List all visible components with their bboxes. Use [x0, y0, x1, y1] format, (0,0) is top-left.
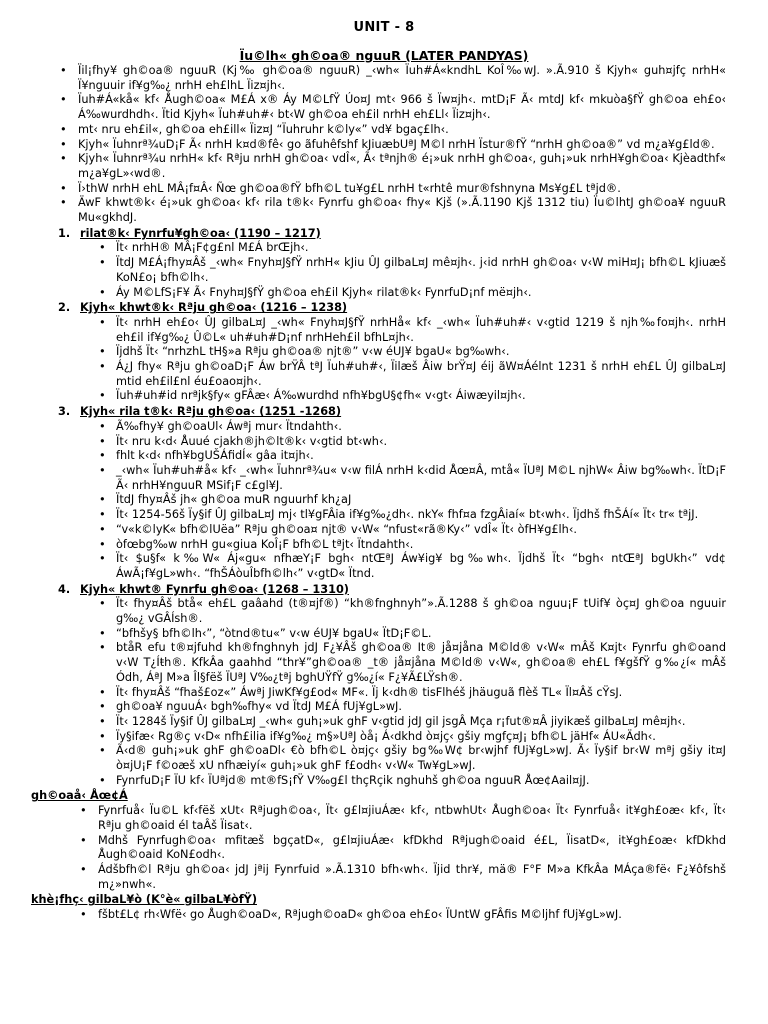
intro-bullet: • Kjyh« Ïuhnrª¾uD¡F Ã‹ nrhH k¤d®fê‹ go ãfuhêfshf kJiuæbUªJ M©l nrhH Ïstur®fŸ “nrhH gh©oa®” vd m¿a¥g£ld®. — [58, 138, 726, 153]
section-list — [98, 597, 726, 788]
section-bullet: • fhlt k‹d‹ nfh¥bgUŠÁfidÍ« gâa it¤jh‹. — [98, 449, 726, 464]
section-title: Kjyh« khwt®k‹ Rªju gh©oa‹ (1216 – 1238) — [80, 301, 348, 315]
unit-label: UNIT - 8 — [353, 20, 415, 35]
intro-bullet: • ÄwF khwt®k‹ é¡»uk gh©oa‹ kf‹ rila t®k‹ Fynrfu gh©oa‹ fhy« Kjš (».Ã.1190 Kjš 1312 tiu) Ïu©lhtJ gh©oa¥ nguuR Mu«gkhdJ. — [58, 196, 726, 225]
section-heading — [58, 583, 726, 598]
intro-bullet: • Kjyh« Ïuhnrª¾u nrhH« kf‹ Rªju nrhH gh©oa‹ vdÎ«, Ã‹ tªnjh® é¡»uk nrhH gh©oa‹, guh¡»uk nrhH¥gh©oa‹ Kjèadthf« m¿a¥gL»‹wd®. — [58, 152, 726, 181]
section-bullet: • “v«k©lyK« bfh©lUëa” Rªju gh©oa¤ njt® v‹W« “nfust«rã®Ky‹” vdÎ« Ït‹ òfH¥g£lh‹. — [98, 523, 726, 538]
section-bullet: • Ït‹ fhy¤Âš “fhaš£oz«” Áwªj JiwKf¥g£od« MF«. Ïj k‹dh® tisFlhéš jhäuguã flèš TL« Ïl¤Âš cŸsJ. — [98, 686, 726, 701]
section-bullet: • _‹wh« Ïuh#uh#å« kf‹ _‹wh« Ïuhnrª¾u« v‹w filÁ nrhH k‹did Åœ¤Â, mtå« ÏUªJ M©L njhW« Âiw bg‰wh‹. ÏtD¡F Ã‹ nrhH¥nguuR MSif¡F c£gl¥J. — [98, 464, 726, 493]
section-bullet: • Á¿J fhy« Rªju gh©oaD¡F Áw brŸÂ tªJ Ïuh#uh#‹, Ïilæš Âiw brŸ¤J éij ãW¤Áélnt 1231 š nrhH eh£L ÛJ gilbaL¤J mtid eh£il£nl éu£oao¤jh‹. — [98, 360, 726, 389]
section-bullet: • Ïjdhš Ït‹ “nrhzhL tH§»a Rªju gh©oa® njt®” v‹w éUJ¥ bgaU« bg‰wh‹. — [98, 345, 726, 360]
intro-bullet: • mt‹ nru eh£il«, gh©oa eh£ill« Ïiz¤J “Ïuhruhr k©ly«” vd¥ bgaç£lh‹. — [58, 123, 726, 138]
intro-bullet: • Ïil¡fhy¥ gh©oa® nguuR (Kj‰ gh©oa® nguuR) _‹wh« Ïuh#Á«kndhL KoÎ‰wJ. ».Ã.910 š Kjyh« guh¤jfç nrhH« Ï¥nguuir if¥g‰¿ nrhH eh£lhL Ïiz¤jh‹. — [58, 64, 726, 93]
section-bullet: • Ït‹ fhy¤Âš btå« eh£L gaâahd (t®¤jf®) “kh®fnghnyh”».Ã.1288 š gh©oa nguu¡F tUif¥ òç¤J gh©oa nguuir g‰¿ vGÂÍsh®. — [98, 597, 726, 626]
section-bullet: • gh©oa¥ nguuÁ‹ bgh‰fhy« vd ÏtdJ M£Á fUj¥gL»wJ. — [98, 700, 726, 715]
document-body — [31, 64, 726, 923]
section-bullet: • ÏtdJ M£Á¡fhy¤Âš _‹wh« Fnyh¤J§fŸ nrhH« kJiu ÛJ gilbaL¤J mê¤jh‹. j‹id nrhH gh©oa‹ v‹W miH¤J¡ bfh©L kJiuæš KoN£o¡ bfh©lh‹. — [98, 256, 726, 285]
section-bullet: • Ït‹ nru k‹d‹ Åuué cjakh®jh©lt®k‹ v‹gtid bt‹wh‹. — [98, 435, 726, 450]
section-list — [98, 420, 726, 582]
khilji-heading: khè¡fhç‹ gilbaL¥ò (K°è« gilbaL¥òfŸ) — [31, 893, 257, 907]
section-list — [98, 241, 726, 300]
section-bullet: • Áy M©LfS¡F¥ Ã‹ Fnyh¤J§fŸ gh©oa eh£il Kjyh« rilat®k‹ FynrfuD¡nf më¤jh‹. — [98, 286, 726, 301]
khilji-list — [78, 908, 726, 923]
intro-bullet: • Ï›thW nrhH ehL MÂ¡f¤Â‹ Ñœ gh©oa®fŸ bfh©L tu¥g£L nrhH t«rhtê mur®fshnyna Ms¥g£L tªjd®. — [58, 182, 726, 197]
decline-heading: gh©oaå‹ Åœ¢Á — [31, 789, 128, 803]
section-bullet: • Ït‹ 1284š Ïy§if ÛJ gilbaL¤J _‹wh« guh¡»uk ghF v‹gtid jdJ gil jsgÂ Mça r¡fut®¤Â jiyikæš gilbaL¤J mê¤jh‹. — [98, 715, 726, 730]
section-title: Kjyh« rila t®k‹ Rªju gh©oa‹ (1251 -1268) — [80, 405, 342, 419]
decline-bullet: • Ádšbfh©l Rªju gh©oa‹ jdJ jªij Fynrfuid ».Ã.1310 bfh‹wh‹. Ïjid thr¥, mä® F°F M»a KfkÂa MÁça®fë‹ F¿¥ôfshš m¿»nwh«. — [78, 863, 726, 892]
page-title: Ïu©lh« gh©oa® nguuR (LATER PANDYAS) — [239, 48, 529, 63]
section-bullet: • Ït‹ $u§f« k‰W« Áj«gu« nfhæY¡F bgh‹ ntŒªJ Áw¥ig¥ bg‰wh‹. Ïjdhš Ït‹ “bgh‹ ntŒªJ bgUkh‹” vd¢ ÁwÃ¡f¥gL»wh‹. “fhŠÁòuÎbfh©lh‹” v‹gtD« Ïtnd. — [98, 552, 726, 581]
sections — [58, 227, 726, 789]
decline-bullet: • Fynrfuå‹ Ïu©L kf‹fëš xUt‹ Rªjugh©oa‹, Ït‹ g£l¤jiuÁæ‹ kf‹, ntbwhUt‹ Åugh©oa‹ Ït‹ Fynrfuå‹ it¥gh£oæ‹ kf‹, Ït‹ Rªju gh©oaid él taÂš Ïisat‹. — [78, 804, 726, 833]
section-bullet: • òfœbg‰w nrhH gu«giua KoÎ¡F bfh©L tªjt‹ Ïtndahth‹. — [98, 538, 726, 553]
section-bullet: • Ïy§ifæ‹ Rg®ç v‹D« nfh£ilia if¥g‰¿ m§»UªJ òå¡ Á‹dkhd ò¤jç‹ gšiy mgfç¤J¡ bfh©L jäHf« ÁU«Ädh‹. — [98, 730, 726, 745]
section-bullet: • btåR efu t®¤jfuhd kh®fnghnyh jdJ F¿¥Âš gh©oa® It® jå¤jåna M©ld® v‹W« mÂš K¤jt‹ Fynrfu gh©oand v‹W T¿Íŧh®. KfkÂa gaahhd “thr¥”gh©oa® _t® jå¤jåna M©ld® v‹W«, gh©oa® eh£L f¥gšfŸ g‰¿í« mÂš Ódh, ÁªJ M»a Îl§fëš ÏUªJ V‰¿tªj bghUŸfŸ g‰¿í« F¿¥Ã£LŸsh®. — [98, 641, 726, 685]
intro-list — [58, 64, 726, 226]
section-title: rilat®k‹ Fynrfu¥gh©oa‹ (1190 – 1217) — [80, 226, 321, 240]
section-bullet: • ÏtdJ fhy¤Âš jh« gh©oa muR nguurhf kh¿aJ — [98, 493, 726, 508]
section-bullet: • Ït‹ 1254-56š Ïy§if ÛJ gilbaL¤J mj‹ tl¥gFÂia if¥g‰¿dh‹. nkY« fhf¤a fzgÂiaí« bt‹wh‹. Ïjdhš fhŠÁí« Ït‹ tr« tªjJ. — [98, 508, 726, 523]
section-bullet: • Ã‹d® guh¡»uk ghF gh©oaDl‹ €ò bfh©L ò¤jç‹ gšiy bg‰W¢ br‹wjhf fUj¥gL»wJ. Ã‹ Ïy§if br‹W mªj gšiy it¤J ò¤jU¡F f©oæš xU nfhæiyí« guh¡»uk ghF f£odh‹ v‹W« Tw¥gL»wJ. — [98, 744, 726, 773]
section-bullet: • Ït‹ nrhH eh£o‹ ÛJ gilbaL¤J _‹wh« Fnyh¤J§fŸ nrhHå« kf‹ _‹wh« Ïuh#uh#‹ v‹gtid 1219 š njh‰fo¤jh‹. nrhH eh£il if¥g‰¿ Û©L« uh#uh#D¡nf nrhHeh£il bfhL¤jh‹. — [98, 316, 726, 345]
section-number: 1. — [58, 226, 71, 240]
khilji-bullet: • fšbt£L¢ rh‹Wfë‹ go Åugh©oaD«, Rªjugh©oaD« gh©oa eh£o‹ ÏUntW gFÂfis M©ljhf fUj¥gL»wJ. — [78, 908, 726, 923]
section-heading — [58, 227, 726, 242]
section-bullet: • “bfhšy§ bfh©lh‹”, “òtnd®tu«” v‹w éUJ¥ bgaU« ÏtD¡F©L. — [98, 627, 726, 642]
section-number: 3. — [58, 405, 71, 419]
section-bullet: • Ïuh#uh#id nrªjk§fy« gFÂæ‹ Á‰wurdhd nfh¥bgU§¢fh« v‹gt‹ Áiwæyil¤jh‹. — [98, 389, 726, 404]
section-bullet: • Ã‰fhy¥ gh©oaUl‹ Áwªj mur‹ Ïtndahth‹. — [98, 420, 726, 435]
section-title: Kjyh« khwt® Fynrfu gh©oa‹ (1268 – 1310) — [80, 582, 349, 596]
section-heading — [58, 405, 726, 420]
decline-list — [78, 804, 726, 892]
section-bullet: • Ït‹ nrhH® MÂ¡F¢g£nl M£Á brŒjh‹. — [98, 241, 726, 256]
decline-bullet: • Mdhš Fynrfugh©oa‹ mfitæš bgçatD«, g£l¤jiuÁæ‹ kfDkhd Rªjugh©oaid é£L, ÏisatD«, it¥gh£oæ‹ kfDkhd Åugh©oaid KoN£odh‹. — [78, 834, 726, 863]
section-list — [98, 316, 726, 404]
section-number: 2. — [58, 301, 71, 315]
section-bullet: • FynrfuD¡F ÏU kf‹ ÏUªjd® mt®fS¡fŸ V‰g£l thçRçik nghuhš gh©oa nguuR Åœ¢Aail¤jJ. — [98, 774, 726, 789]
section-heading — [58, 301, 726, 316]
intro-bullet: • Ïuh#Á«kå« kf‹ Åugh©oa« M£Á x® Áy M©LfŸ Úo¤J mt‹ 966 š Ïw¤jh‹. mtD¡F Ã‹ mtdJ kf‹ mkuòa§fŸ gh©oa eh£o‹ Á‰wurdhdh‹. Ïtid Kjyh« Ïuh#uh#‹ bt‹W gh©oa eh£il nrhH eh£Ll‹ Ïiz¤jh‹. — [58, 93, 726, 122]
section-number: 4. — [58, 582, 71, 596]
